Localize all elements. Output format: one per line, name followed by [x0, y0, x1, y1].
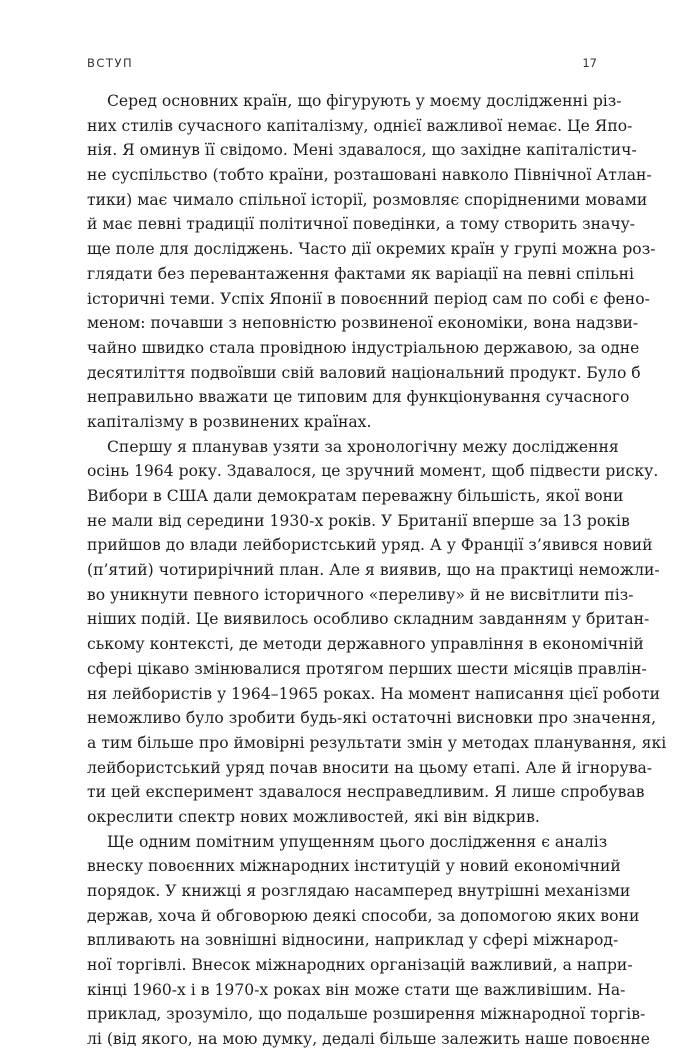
- page-number: 17: [582, 56, 597, 70]
- text-line: сфері цікаво змінювалися протягом перших шести місяців правлін-: [87, 659, 647, 678]
- text-line: Спершу я планував узяти за хронологічну межу дослідження: [107, 437, 619, 456]
- body-text: [87, 89, 667, 1052]
- text-line: глядати без перевантаження фактами як варіації на певні спільні: [87, 264, 635, 283]
- text-line: а тим більше про ймовірні результати змін у методах планування, які: [87, 733, 667, 752]
- paragraph: [87, 89, 656, 435]
- text-line: окреслити спектр нових можливостей, які він відкрив.: [87, 807, 540, 826]
- text-line: ніших подій. Це виявилось особливо складним завданням у британ-: [87, 610, 650, 629]
- text-line: ної торгівлі. Внесок міжнародних організацій важливий, а напри-: [87, 956, 633, 975]
- text-line: держав, хоча й обговорюю деякі способи, за допомогою яких вони: [87, 906, 640, 925]
- text-line: осінь 1964 року. Здавалося, це зручний момент, щоб підвести риску.: [87, 462, 659, 481]
- text-line: лейбористський уряд почав вносити на цьому етапі. Але й ігнорува-: [87, 758, 653, 777]
- running-head: [87, 56, 597, 74]
- text-line: впливають на зовнішні відносини, наприклад у сфері міжнарод-: [87, 931, 619, 950]
- text-line: ня лейбористів у 1964–1965 роках. На момент написання цієї роботи: [87, 684, 660, 703]
- text-line: й має певні традиції політичної поведінки, а тому створить значу-: [87, 215, 636, 234]
- text-line: лі (від якого, на мою думку, дедалі більше залежить наше повоєнне: [87, 1030, 650, 1049]
- text-line: ському контексті, де методи державного управління в економічній: [87, 635, 644, 654]
- text-line: ти цей експеримент здавалося несправедливим. Я лише спробував: [87, 783, 645, 802]
- text-line: десятиліття подвоївши свій валовий національний продукт. Було б: [87, 363, 641, 382]
- text-line: чайно швидко стала провідною індустріальною державою, за одне: [87, 338, 640, 357]
- text-line: неправильно вважати це типовим для функціонування сучасного: [87, 388, 630, 407]
- text-line: кінці 1960-х і в 1970-х роках він може стати ще важливішим. На-: [87, 980, 626, 999]
- text-line: не суспільство (тобто країни, розташовані навколо Північної Атлан-: [87, 166, 652, 185]
- text-line: капіталізму в розвинених країнах.: [87, 412, 372, 431]
- text-line: во уникнути певного історичного «переливу» й не висвітлити пiз-: [87, 585, 634, 604]
- text-line: меном: почавши з неповністю розвиненої економіки, вона надзви-: [87, 314, 639, 333]
- chapter-title: ВСТУП: [87, 56, 134, 70]
- text-line: історичні теми. Успіх Японії в повоєнний період сам по собі є фено-: [87, 289, 650, 308]
- text-line: Ще одним помітним упущенням цього дослідження є аналіз: [107, 832, 608, 851]
- text-line: прийшов до влади лейбористський уряд. А у Франції з’явився новий: [87, 536, 653, 555]
- text-line: нія. Я оминув її свідомо. Мені здавалося, що західне капіталістич-: [87, 141, 637, 160]
- text-line: неможливо було зробити будь-які остаточні висновки про значення,: [87, 709, 657, 728]
- text-line: порядок. У книжці я розглядаю насамперед внутрішні механізми: [87, 882, 631, 900]
- text-line: внеску повоєнних міжнародних інституцій у новий економічний: [87, 857, 621, 876]
- paragraph: [87, 435, 667, 830]
- text-line: тики) має чимало спільної історії, розмовляє спорідненими мовами: [87, 190, 648, 209]
- paragraph: [87, 830, 650, 1052]
- text-line: не мали від середини 1930-х років. У Британії вперше за 13 років: [87, 511, 630, 530]
- text-line: Вибори в США дали демократам переважну більшість, якої вони: [87, 487, 624, 505]
- text-line: них стилів сучасного капіталізму, однієї важливої немає. Це Япо-: [87, 116, 633, 135]
- text-line: (п’ятий) чотирирічний план. Але я виявив, що на практиці неможли-: [87, 561, 660, 580]
- text-line: ще поле для досліджень. Часто дії окремих країн у групі можна роз-: [87, 240, 656, 259]
- text-line: приклад, зрозуміло, що подальше розширення міжнародної торгів-: [87, 1005, 646, 1024]
- text-line: Серед основних країн, що фігурують у моєму дослідженні різ-: [107, 92, 622, 110]
